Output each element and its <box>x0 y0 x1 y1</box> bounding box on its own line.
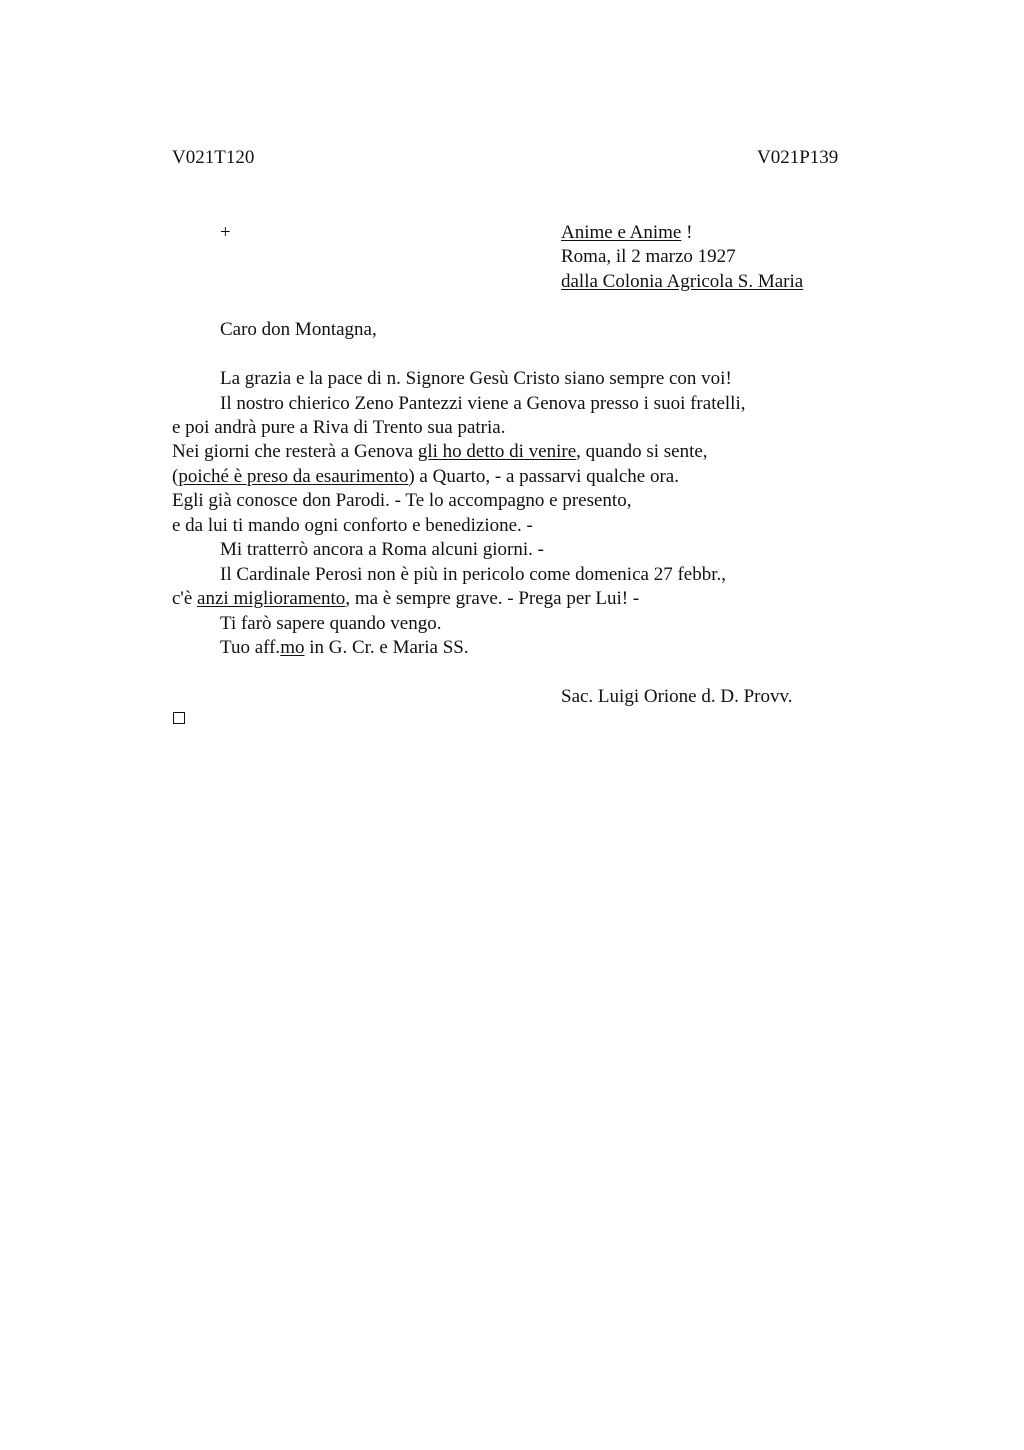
body-line-5-underlined: poiché è preso da esaurimento <box>178 466 409 487</box>
motto-text: Anime e Anime <box>561 222 682 243</box>
body-line-8: Mi tratterrò ancora a Roma alcuni giorni. - <box>220 539 544 560</box>
document-code-right: V021P139 <box>757 147 839 168</box>
body-line-4-end: , quando si sente, <box>576 441 708 462</box>
body-line-5 <box>172 465 679 489</box>
document-code-left: V021T120 <box>172 147 255 168</box>
body-line-4 <box>172 440 708 464</box>
body-line-12-end: in G. Cr. e Maria SS. <box>304 637 469 658</box>
body-line-7: e da lui ti mando ogni conforto e benedizione. - <box>172 515 533 536</box>
body-line-5-end: ) a Quarto, - a passarvi qualche ora. <box>408 466 679 487</box>
end-square-marker <box>173 712 185 724</box>
place-date: Roma, il 2 marzo 1927 <box>561 246 736 267</box>
body-line-6: Egli già conosce don Parodi. - Te lo accompagno e presento, <box>172 490 632 511</box>
body-line-5-start: ( <box>172 466 179 487</box>
body-line-4-start: Nei giorni che resterà a Genova <box>172 441 418 462</box>
body-line-10 <box>172 587 639 611</box>
body-line-11: Ti farò sapere quando vengo. <box>220 613 442 634</box>
cross-mark: + <box>220 222 231 243</box>
body-line-10-start: c'è <box>172 588 198 609</box>
body-line-2: Il nostro chierico Zeno Pantezzi viene a Genova presso i suoi fratelli, <box>220 393 746 414</box>
body-line-1: La grazia e la pace di n. Signore Gesù Cristo siano sempre con voi! <box>220 368 732 389</box>
body-line-3: e poi andrà pure a Riva di Trento sua patria. <box>172 417 506 438</box>
body-line-10-underlined: anzi miglioramento <box>197 588 346 609</box>
letter-origin: dalla Colonia Agricola S. Maria <box>561 271 804 292</box>
signature: Sac. Luigi Orione d. D. Provv. <box>561 686 793 707</box>
body-line-12-start: Tuo aff. <box>220 637 281 658</box>
body-line-12 <box>220 636 469 660</box>
body-line-12-underlined: mo <box>280 637 305 658</box>
body-line-10-end: , ma è sempre grave. - Prega per Lui! - <box>345 588 640 609</box>
letter-motto <box>561 221 692 245</box>
body-line-9: Il Cardinale Perosi non è più in pericolo come domenica 27 febbr., <box>220 564 726 585</box>
motto-suffix: ! <box>681 222 693 243</box>
salutation: Caro don Montagna, <box>220 319 377 340</box>
body-line-4-underlined: gli ho detto di venire <box>417 441 577 462</box>
